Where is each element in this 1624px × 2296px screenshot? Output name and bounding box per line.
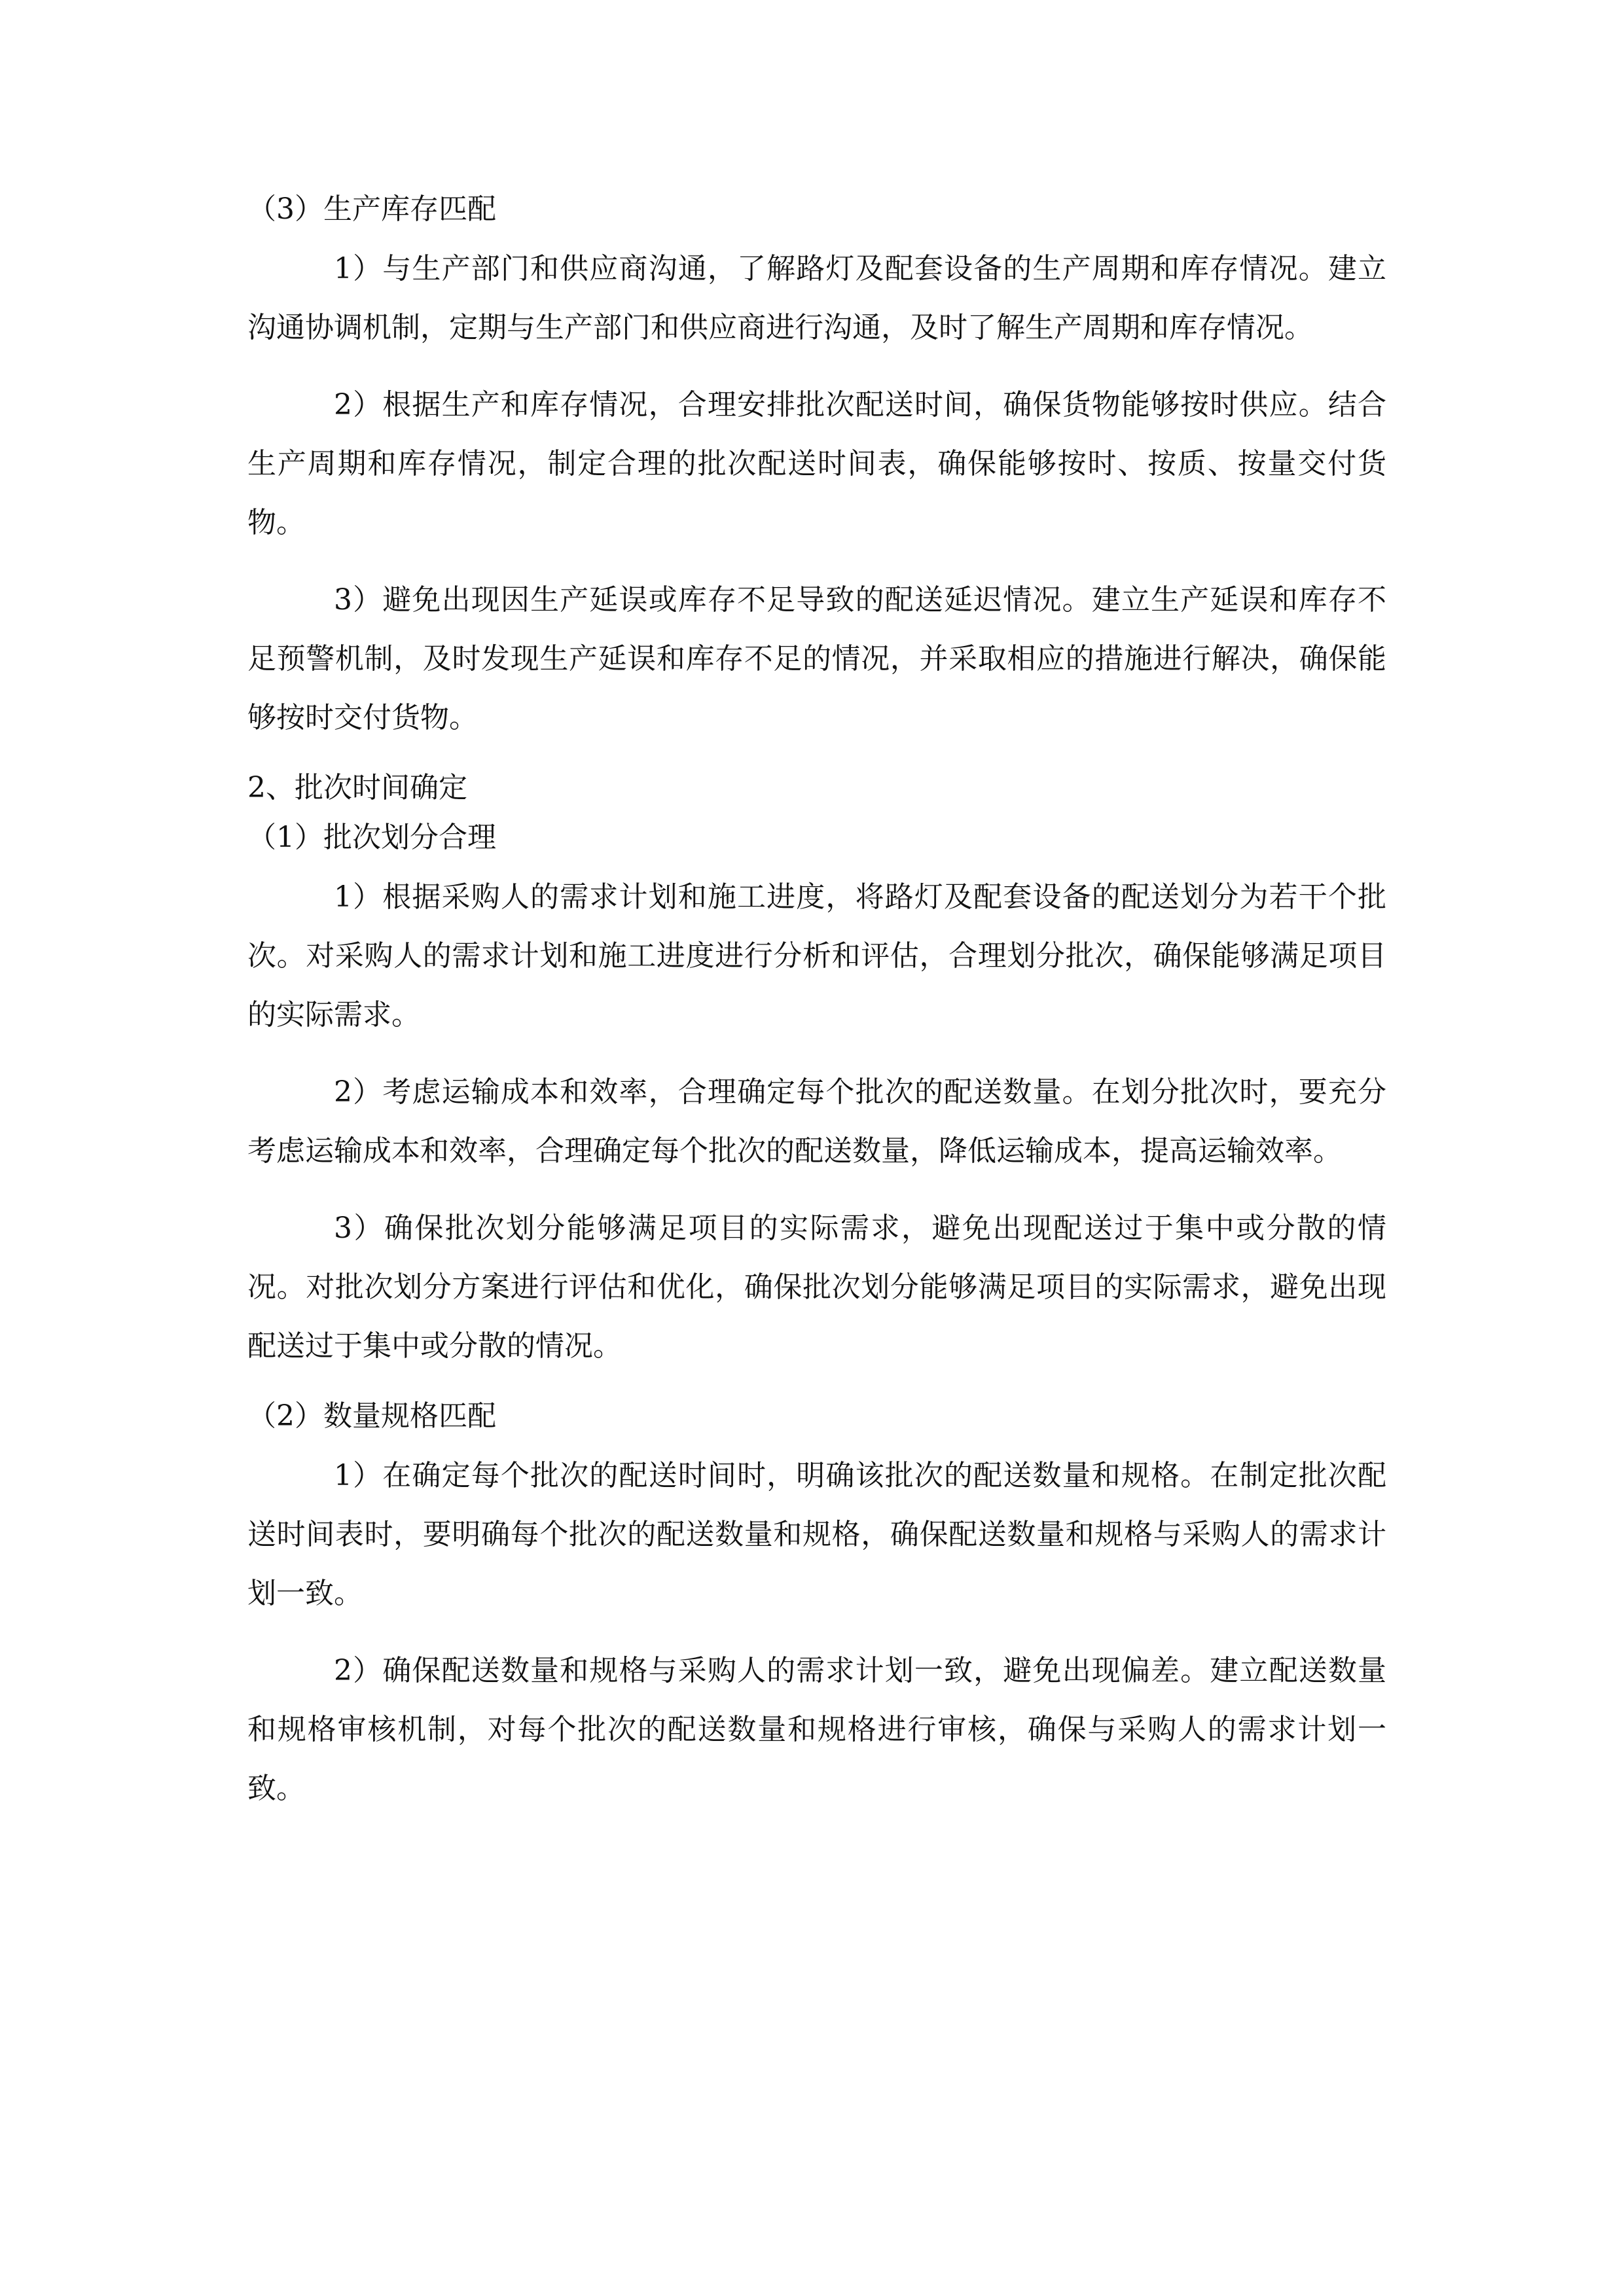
chapter-2-heading: 2、批次时间确定 [247, 771, 467, 804]
section-3-item-1: 1）与生产部门和供应商沟通，了解路灯及配套设备的生产周期和库存情况。建立沟通协调机制，定期与生产部门和供应商进行沟通，及时了解生产周期和库存情况。 [247, 252, 1386, 344]
sub-2-heading: （2）数量规格匹配 [247, 1399, 496, 1433]
sub-2-item-1: 1）在确定每个批次的配送时间时，明确该批次的配送数量和规格。在制定批次配送时间表时，要明确每个批次的配送数量和规格，确保配送数量和规格与采购人的需求计划一致。 [247, 1459, 1386, 1610]
section-3-heading: （3）生产库存匹配 [247, 192, 496, 226]
sub-1-item-2: 2）考虑运输成本和效率，合理确定每个批次的配送数量。在划分批次时，要充分考虑运输成本和效率，合理确定每个批次的配送数量，降低运输成本，提高运输效率。 [247, 1075, 1386, 1168]
section-3-item-3: 3）避免出现因生产延误或库存不足导致的配送延迟情况。建立生产延误和库存不足预警机制，及时发现生产延误和库存不足的情况，并采取相应的措施进行解决，确保能够按时交付货物。 [247, 583, 1386, 734]
sub-1-item-1: 1）根据采购人的需求计划和施工进度，将路灯及配套设备的配送划分为若干个批次。对采购人的需求计划和施工进度进行分析和评估，合理划分批次，确保能够满足项目的实际需求。 [247, 880, 1386, 1031]
sub-1-item-3: 3）确保批次划分能够满足项目的实际需求，避免出现配送过于集中或分散的情况。对批次划分方案进行评估和优化，确保批次划分能够满足项目的实际需求，避免出现配送过于集中或分散的情况。 [247, 1211, 1386, 1363]
sub-1-heading: （1）批次划分合理 [247, 821, 496, 854]
document-body [247, 190, 1386, 1818]
sub-2-item-2: 2）确保配送数量和规格与采购人的需求计划一致，避免出现偏差。建立配送数量和规格审核机制，对每个批次的配送数量和规格进行审核，确保与采购人的需求计划一致。 [247, 1654, 1386, 1805]
section-3-item-2: 2）根据生产和库存情况，合理安排批次配送时间，确保货物能够按时供应。结合生产周期和库存情况，制定合理的批次配送时间表，确保能够按时、按质、按量交付货物。 [247, 388, 1386, 539]
